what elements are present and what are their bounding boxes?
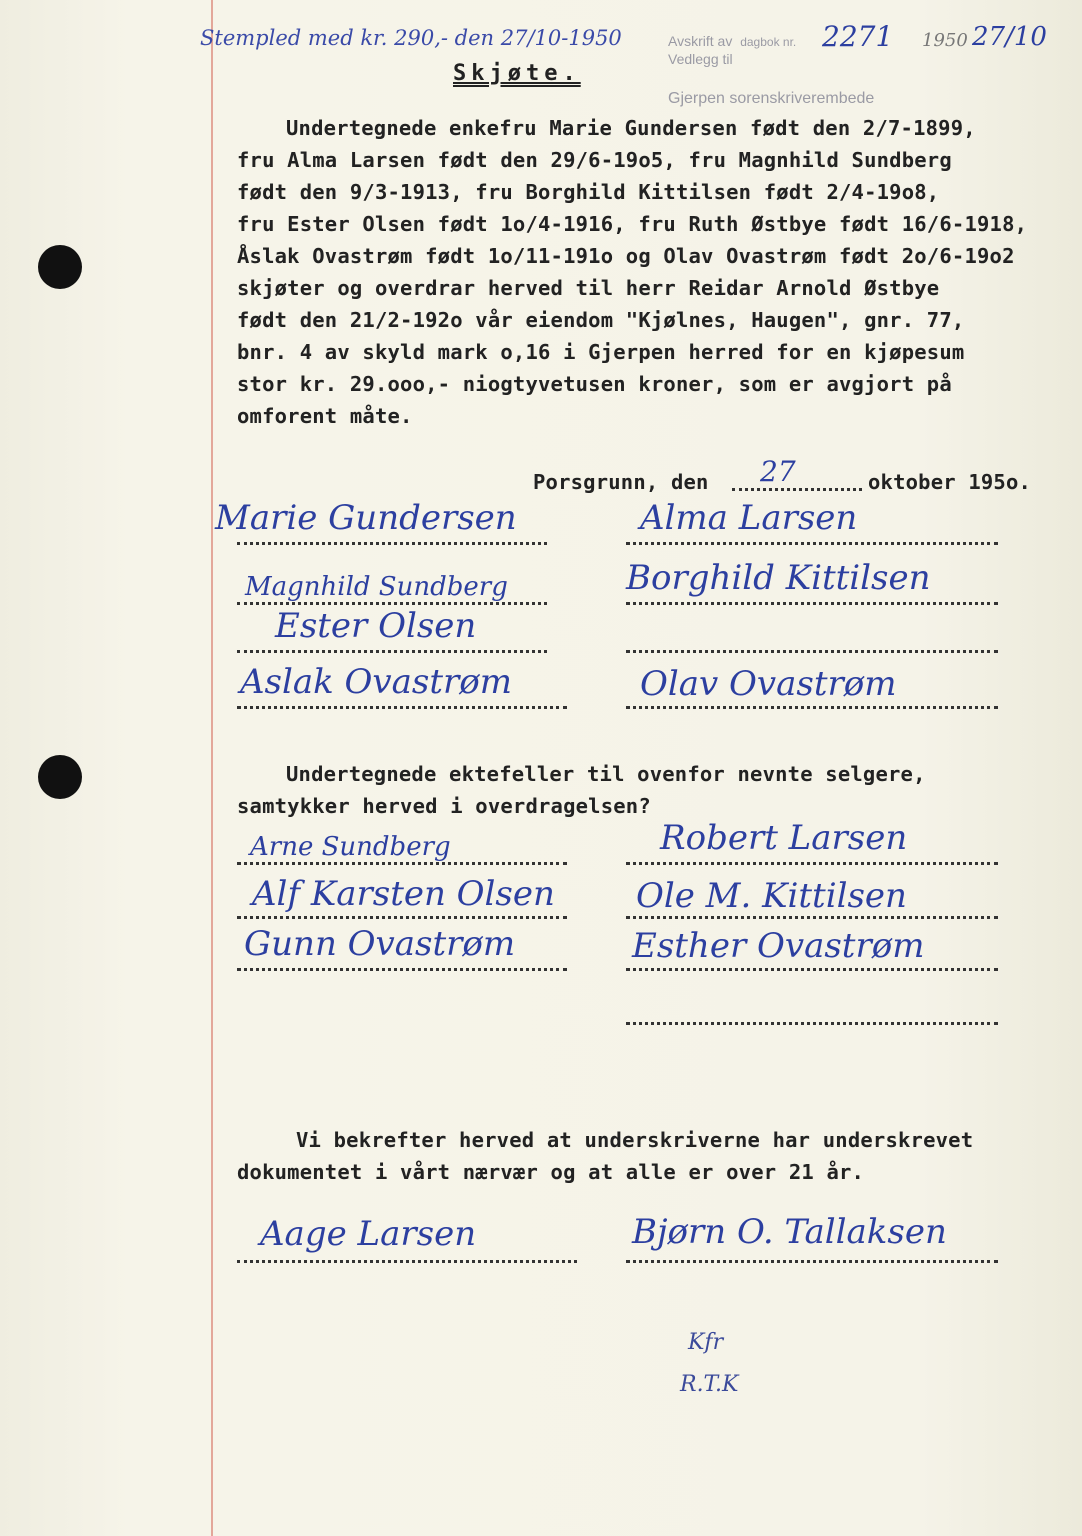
spouses-paragraph-line: Undertegnede ektefeller til ovenfor nevnte selgere, [286, 762, 926, 786]
signature-line [237, 968, 567, 971]
stamp-text-office: Gjerpen sorenskriverembede [668, 90, 875, 107]
spouses-paragraph-line: samtykker herved i overdragelsen? [237, 794, 651, 818]
journal-year: 1950 [922, 30, 968, 51]
signature-arne-sundberg: Arne Sundberg [250, 832, 451, 862]
paragraph-line: bnr. 4 av skyld mark o,16 i Gjerpen herred for en kjøpesum [237, 340, 965, 364]
date-month-year: oktober 195o. [868, 470, 1032, 494]
margin-line [211, 0, 213, 1536]
signature-alma-larsen: Alma Larsen [640, 498, 858, 538]
signature-line [626, 1260, 998, 1263]
signature-esther-ovastrom: Esther Ovastrøm [632, 926, 925, 966]
signature-line [626, 1022, 998, 1025]
register-stamp [668, 33, 796, 49]
signature-line [237, 542, 547, 545]
signature-line [237, 706, 567, 709]
signature-aage-larsen: Aage Larsen [260, 1214, 477, 1254]
signature-olav-ovastrom: Olav Ovastrøm [640, 664, 897, 704]
signature-line [626, 542, 998, 545]
signature-ole-kittilsen: Ole M. Kittilsen [636, 876, 907, 916]
signature-bjorn-tallaksen: Bjørn O. Tallaksen [632, 1212, 947, 1252]
signature-line [237, 862, 567, 865]
paragraph-line: Åslak Ovastrøm født 1o/11-191o og Olav Ovastrøm født 2o/6-19o2 [237, 244, 1015, 268]
document-title: Skjøte. [453, 61, 581, 86]
date-dots [732, 488, 862, 491]
witness-paragraph-line: dokumentet i vårt nærvær og at alle er over 21 år. [237, 1160, 865, 1184]
paragraph-line: fru Ester Olsen født 1o/4-1916, fru Ruth Østbye født 16/6-1918, [237, 212, 1028, 236]
paragraph-line: født den 21/2-192o vår eiendom "Kjølnes, Haugen", gnr. 77, [237, 308, 965, 332]
paragraph-line: fru Alma Larsen født den 29/6-19o5, fru Magnhild Sundberg [237, 148, 952, 172]
paragraph-line: omforent måte. [237, 404, 413, 428]
stamp-text-attachment: Vedlegg til [668, 51, 733, 67]
signature-aslak-ovastrom: Aslak Ovastrøm [240, 662, 512, 702]
signature-line [626, 968, 998, 971]
signature-line [626, 862, 998, 865]
signature-line [237, 650, 547, 653]
punch-hole-top [38, 245, 82, 289]
signature-magnhild-sundberg: Magnhild Sundberg [245, 572, 508, 602]
signature-line [237, 602, 547, 605]
initials-top: Kfr [688, 1330, 724, 1355]
date-day: 27 [760, 455, 796, 488]
paragraph-line: født den 9/3-1913, fru Borghild Kittilsen født 2/4-19o8, [237, 180, 940, 204]
paragraph-line: Undertegnede enkefru Marie Gundersen født den 2/7-1899, [286, 116, 976, 140]
signature-marie-gundersen: Marie Gundersen [215, 498, 517, 538]
signature-robert-larsen: Robert Larsen [660, 818, 908, 858]
signature-line [626, 650, 998, 653]
journal-date: 27/10 [972, 22, 1047, 52]
witness-paragraph-line: Vi bekrefter herved at underskriverne har underskrevet [296, 1128, 974, 1152]
punch-hole-bottom [38, 755, 82, 799]
initials-bottom: R.T.K [680, 1372, 739, 1397]
signature-borghild-kittilsen: Borghild Kittilsen [626, 558, 931, 598]
signature-alf-karsten-olsen: Alf Karsten Olsen [252, 874, 555, 914]
signature-line [237, 1260, 577, 1263]
paragraph-line: skjøter og overdrar herved til herr Reidar Arnold Østbye [237, 276, 940, 300]
signature-line [626, 602, 998, 605]
paragraph-line: stor kr. 29.ooo,- niogtyvetusen kroner, som er avgjort på [237, 372, 952, 396]
stamp-text-copy: Avskrift av [668, 33, 733, 49]
signature-gunn-ovastrom: Gunn Ovastrøm [244, 924, 516, 964]
signature-line [626, 916, 998, 919]
signature-line [626, 706, 998, 709]
stamp-duty-note: Stempled med kr. 290,- den 27/10-1950 [200, 26, 622, 50]
signature-line [237, 916, 567, 919]
signature-ester-olsen: Ester Olsen [275, 606, 477, 646]
date-place: Porsgrunn, den [533, 470, 709, 494]
stamp-text-journal: dagbok nr. [740, 35, 797, 49]
journal-number: 2271 [822, 20, 894, 53]
